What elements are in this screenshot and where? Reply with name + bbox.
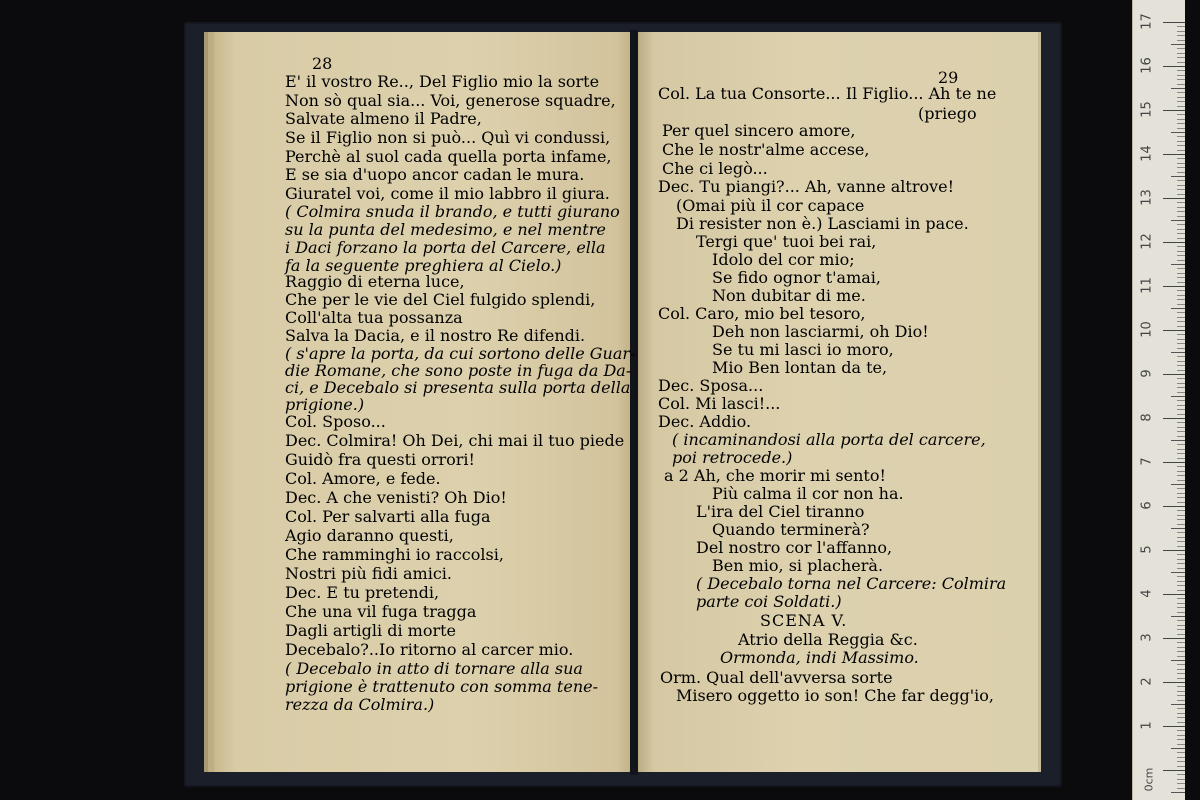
text-line: Di resister non è.) Lasciami in pace. [676,214,969,233]
ruler-tick [1177,656,1185,657]
ruler-tick [1177,546,1185,547]
ruler-tick [1163,22,1185,23]
stage-direction: ( incaminandosi alla porta del carcere, [672,430,986,449]
ruler-tick [1177,678,1185,679]
stage-direction: ( s'apre la porta, da cui sortono delle Guar- [285,344,636,363]
ruler-tick [1177,471,1185,472]
ruler-tick [1177,282,1185,283]
ruler-tick [1177,634,1185,635]
ruler-number: 12 [1139,233,1155,250]
ruler-number: 13 [1139,189,1155,206]
ruler-number: 4 [1139,589,1155,598]
stage-direction: ( Colmira snuda il brando, e tutti giurano [285,202,620,221]
text-line: Mio Ben lontan da te, [712,358,888,377]
ruler-tick [1177,559,1185,560]
text-line: Non sò qual sia... Voi, generose squadre, [285,91,616,110]
ruler-tick [1177,568,1185,569]
ruler-number: 1 [1139,721,1155,730]
ruler-tick [1177,400,1185,401]
ruler-tick [1177,761,1185,762]
text-line: (Omai più il cor capace [676,196,865,215]
ruler-tick [1163,550,1185,551]
text-line: Se fido ognor t'amai, [712,268,881,287]
ruler-tick [1171,264,1185,265]
ruler-tick [1163,462,1185,463]
ruler-tick [1163,286,1185,287]
ruler-tick [1177,598,1185,599]
ruler-tick [1171,176,1185,177]
ruler-tick [1177,519,1185,520]
ruler-tick [1177,524,1185,525]
ruler-tick [1171,484,1185,485]
ruler-tick [1177,730,1185,731]
ruler-tick [1177,84,1185,85]
ruler-tick [1177,75,1185,76]
ruler-tick [1177,788,1185,789]
text-line: Ben mio, si placherà. [712,556,884,575]
ruler-tick [1177,343,1185,344]
text-line: Decebalo?..Io ritorno al carcer mio. [285,640,574,659]
text-line: Dagli artigli di morte [285,621,457,640]
ruler-tick [1171,220,1185,221]
ruler-tick [1177,62,1185,63]
ruler-tick [1177,392,1185,393]
ruler-tick [1163,770,1185,771]
ruler-tick [1177,735,1185,736]
ruler-tick [1177,717,1185,718]
ruler-tick [1177,356,1185,357]
text-line: E' il vostro Re.., Del Figlio mio la sorte [285,72,600,91]
ruler-tick [1177,163,1185,164]
text-line: Orm. Qual dell'avversa sorte [660,668,893,687]
stage-direction: rezza da Colmira.) [285,695,435,714]
book-gutter [630,30,638,775]
ruler-tick [1171,352,1185,353]
ruler-tick [1177,422,1185,423]
ruler-tick [1177,123,1185,124]
ruler-number: 15 [1139,101,1155,118]
ruler-tick [1177,664,1185,665]
ruler-tick [1177,673,1185,674]
text-line: Per quel sincero amore, [662,121,856,140]
ruler-tick [1163,418,1185,419]
ruler-tick [1177,563,1185,564]
ruler-tick [1171,308,1185,309]
ruler-tick [1177,194,1185,195]
ruler-tick [1177,752,1185,753]
ruler-tick [1177,493,1185,494]
ruler-tick [1163,594,1185,595]
ruler-tick [1163,242,1185,243]
stage-direction: fa la seguente preghiera al Cielo.) [285,256,562,275]
ruler-number: 6 [1139,501,1155,510]
ruler-tick [1177,691,1185,692]
ruler-tick [1177,255,1185,256]
ruler-tick [1177,427,1185,428]
text-line: Tergi que' tuoi bei rai, [696,232,877,251]
ruler-number: 14 [1139,145,1155,162]
text-line: Dec. Addio. [658,412,752,431]
ruler-tick [1171,44,1185,45]
text-line: Che una vil fuga tragga [285,602,477,621]
ruler-tick [1177,378,1185,379]
ruler-tick [1177,554,1185,555]
ruler-tick [1177,158,1185,159]
ruler-tick [1177,744,1185,745]
ruler-tick [1177,757,1185,758]
ruler-number: 17 [1139,13,1155,30]
text-line: Agio daranno questi, [285,526,454,545]
ruler-tick [1177,312,1185,313]
ruler-tick [1177,466,1185,467]
text-line: Che per le vie del Ciel fulgido splendi, [285,290,596,309]
stage-direction: ( Decebalo torna nel Carcere: Colmira [696,574,1007,593]
ruler-tick [1177,431,1185,432]
ruler-tick [1177,475,1185,476]
ruler-tick [1177,783,1185,784]
text-line: L'ira del Ciel tiranno [696,502,865,521]
ruler-tick [1163,638,1185,639]
ruler-tick [1177,774,1185,775]
text-line: Misero oggetto io son! Che far degg'io, [676,686,994,705]
ruler-tick [1177,251,1185,252]
ruler-number: 9 [1139,369,1155,378]
ruler-tick [1177,136,1185,137]
text-line: Non dubitar di me. [712,286,866,305]
ruler-tick [1177,114,1185,115]
ruler-tick [1177,167,1185,168]
ruler-tick [1177,233,1185,234]
ruler-tick [1171,748,1185,749]
ruler-tick [1177,260,1185,261]
ruler-tick [1177,141,1185,142]
ruler-tick [1177,515,1185,516]
text-line: Dec. E tu pretendi, [285,583,440,602]
text-line: Col. Amore, e fede. [285,469,441,488]
text-line: Dec. Sposa... [658,376,764,395]
ruler-tick [1177,480,1185,481]
ruler-tick [1177,304,1185,305]
text-line: Se tu mi lasci io moro, [712,340,894,359]
text-line: Idolo del cor mio; [712,250,855,269]
ruler-tick [1177,326,1185,327]
ruler-number: 16 [1139,57,1155,74]
ruler-tick [1171,528,1185,529]
stage-direction: prigione è trattenuto con somma tene- [285,677,598,696]
ruler-tick [1177,334,1185,335]
ruler-tick [1177,625,1185,626]
ruler-tick [1177,458,1185,459]
text-line: Giuratel voi, come il mio labbro il giura. [285,184,610,203]
ruler-number: 10 [1139,321,1155,338]
text-line: Raggio di eterna luce, [285,272,465,291]
text-line: Salvate almeno il Padre, [285,109,482,128]
ruler-tick [1177,779,1185,780]
text-line: Che ci legò... [662,159,768,178]
ruler-tick [1177,92,1185,93]
text-line: Coll'alta tua possanza [285,308,463,327]
text-line: Quando terminerà? [712,520,870,539]
ruler-tick [1177,97,1185,98]
ruler-tick [1177,488,1185,489]
ruler-tick [1177,290,1185,291]
ruler-tick [1177,607,1185,608]
text-line: Dec. Colmira! Oh Dei, chi mai il tuo piede [285,431,625,450]
text-line: Perchè al suol cada quella porta infame, [285,147,612,166]
text-line: Dec. Tu piangi?... Ah, vanne altrove! [658,177,955,196]
page-number-right: 29 [938,68,959,87]
ruler-tick [1177,444,1185,445]
text-line: Col. La tua Consorte... Il Figlio... Ah te ne [658,84,997,103]
ruler-tick [1177,348,1185,349]
ruler-tick [1177,31,1185,32]
ruler-tick [1163,198,1185,199]
stage-direction: i Daci forzano la porta del Carcere, ella [285,238,606,257]
ruler-tick [1177,40,1185,41]
ruler-tick [1177,321,1185,322]
ruler-tick [1177,106,1185,107]
ruler-tick [1177,268,1185,269]
ruler-tick [1177,502,1185,503]
ruler-tick [1171,792,1185,793]
ruler-tick [1163,682,1185,683]
ruler-tick [1177,370,1185,371]
ruler-tick [1177,436,1185,437]
ruler-tick [1177,365,1185,366]
ruler-tick [1177,537,1185,538]
ruler-tick [1177,532,1185,533]
ruler-tick [1177,57,1185,58]
stage-direction: parte coi Soldati.) [696,592,842,611]
ruler-tick [1177,317,1185,318]
stage-direction: ( Decebalo in atto di tornare alla sua [285,659,583,678]
ruler-tick [1177,576,1185,577]
ruler-tick [1177,612,1185,613]
ruler-tick [1177,361,1185,362]
text-line: Del nostro cor l'affanno, [696,538,893,557]
ruler-tick [1163,154,1185,155]
ruler-tick [1171,440,1185,441]
text-line: Che ramminghi io raccolsi, [285,545,504,564]
ruler-tick [1177,207,1185,208]
ruler-tick [1177,581,1185,582]
text-line: Salva la Dacia, e il nostro Re difendi. [285,326,586,345]
ruler-tick [1177,629,1185,630]
text-line: Più calma il cor non ha. [712,484,904,503]
text-line: Nostri più fidi amici. [285,564,452,583]
text-line: Che le nostr'alme accese, [662,140,870,159]
ruler-tick [1177,497,1185,498]
ruler-tick [1177,449,1185,450]
ruler-tick [1171,572,1185,573]
ruler-tick [1171,704,1185,705]
page-number-left: 28 [312,54,333,73]
ruler-tick [1177,101,1185,102]
ruler-number: 2 [1139,677,1155,686]
ruler-tick [1177,642,1185,643]
ruler-tick [1177,590,1185,591]
ruler-tick [1177,48,1185,49]
ruler-tick [1177,700,1185,701]
scene-characters: Ormonda, indi Massimo. [720,648,919,667]
ruler-tick [1177,246,1185,247]
ruler-tick [1177,53,1185,54]
ruler-tick [1177,585,1185,586]
text-line: Deh non lasciarmi, oh Dio! [712,322,929,341]
ruler-tick [1163,330,1185,331]
ruler-tick [1177,295,1185,296]
ruler-tick [1177,453,1185,454]
ruler-tick [1177,695,1185,696]
ruler-tick [1171,616,1185,617]
ruler-tick [1177,70,1185,71]
ruler-tick [1171,660,1185,661]
ruler-tick [1177,224,1185,225]
ruler-tick [1163,726,1185,727]
ruler-tick [1177,277,1185,278]
ruler-tick [1177,387,1185,388]
stage-direction: die Romane, che sono poste in fuga da Da- [285,361,632,380]
ruler-tick [1163,66,1185,67]
ruler-tick [1163,110,1185,111]
ruler-tick [1177,238,1185,239]
ruler-tick [1177,216,1185,217]
text-line: Col. Caro, mio bel tesoro, [658,304,866,323]
ruler-tick [1177,26,1185,27]
ruler-tick [1177,180,1185,181]
text-line: Col. Mi lasci!... [658,394,781,413]
ruler-tick [1177,189,1185,190]
ruler-tick [1177,405,1185,406]
ruler-tick [1177,145,1185,146]
ruler-tick [1177,708,1185,709]
ruler-tick [1177,409,1185,410]
ruler-tick [1177,620,1185,621]
ruler-tick [1177,686,1185,687]
ruler-tick [1177,722,1185,723]
ruler-tick [1177,713,1185,714]
ruler-tick [1171,132,1185,133]
text-line: Dec. A che venisti? Oh Dio! [285,488,507,507]
text-line: a 2 Ah, che morir mi sento! [664,466,886,485]
ruler-tick [1177,185,1185,186]
text-line: Guidò fra questi orrori! [285,450,475,469]
ruler-number: 8 [1139,413,1155,422]
ruler-tick [1177,739,1185,740]
ruler-tick [1177,128,1185,129]
text-line: (priego [918,104,977,123]
ruler-tick [1177,202,1185,203]
text-line: Se il Figlio non si può... Quì vi condussi, [285,128,611,147]
stage-direction: prigione.) [285,395,365,414]
ruler-tick [1177,211,1185,212]
measuring-ruler [1132,0,1185,800]
ruler-tick [1177,647,1185,648]
text-line: Col. Sposo... [285,412,386,431]
ruler-tick [1177,229,1185,230]
ruler-tick [1177,35,1185,36]
ruler-tick [1163,374,1185,375]
text-line: Col. Per salvarti alla fuga [285,507,491,526]
ruler-number: 11 [1139,277,1155,294]
ruler-tick [1177,273,1185,274]
ruler-tick [1177,172,1185,173]
ruler-tick [1177,603,1185,604]
ruler-tick [1163,506,1185,507]
ruler-tick [1177,299,1185,300]
ruler-tick [1177,150,1185,151]
ruler-tick [1177,541,1185,542]
ruler-tick [1177,383,1185,384]
ruler-tick [1177,79,1185,80]
ruler-unit-label: 0cm [1142,767,1156,792]
ruler-tick [1177,119,1185,120]
ruler-tick [1171,88,1185,89]
ruler-number: 7 [1139,457,1155,466]
ruler-tick [1177,766,1185,767]
stage-direction: ci, e Decebalo si presenta sulla porta della [285,378,631,397]
ruler-tick [1177,669,1185,670]
stage-direction: su la punta del medesimo, e nel mentre [285,220,606,239]
ruler-number: 5 [1139,545,1155,554]
text-line: E se sia d'uopo ancor cadan le mura. [285,165,585,184]
scene-heading: SCENA V. [760,611,848,630]
ruler-tick [1177,414,1185,415]
ruler-tick [1177,339,1185,340]
scene-setting: Atrio della Reggia &c. [738,630,918,649]
ruler-tick [1177,510,1185,511]
stage-direction: poi retrocede.) [672,448,793,467]
ruler-tick [1177,651,1185,652]
ruler-number: 3 [1139,633,1155,642]
ruler-tick [1171,396,1185,397]
